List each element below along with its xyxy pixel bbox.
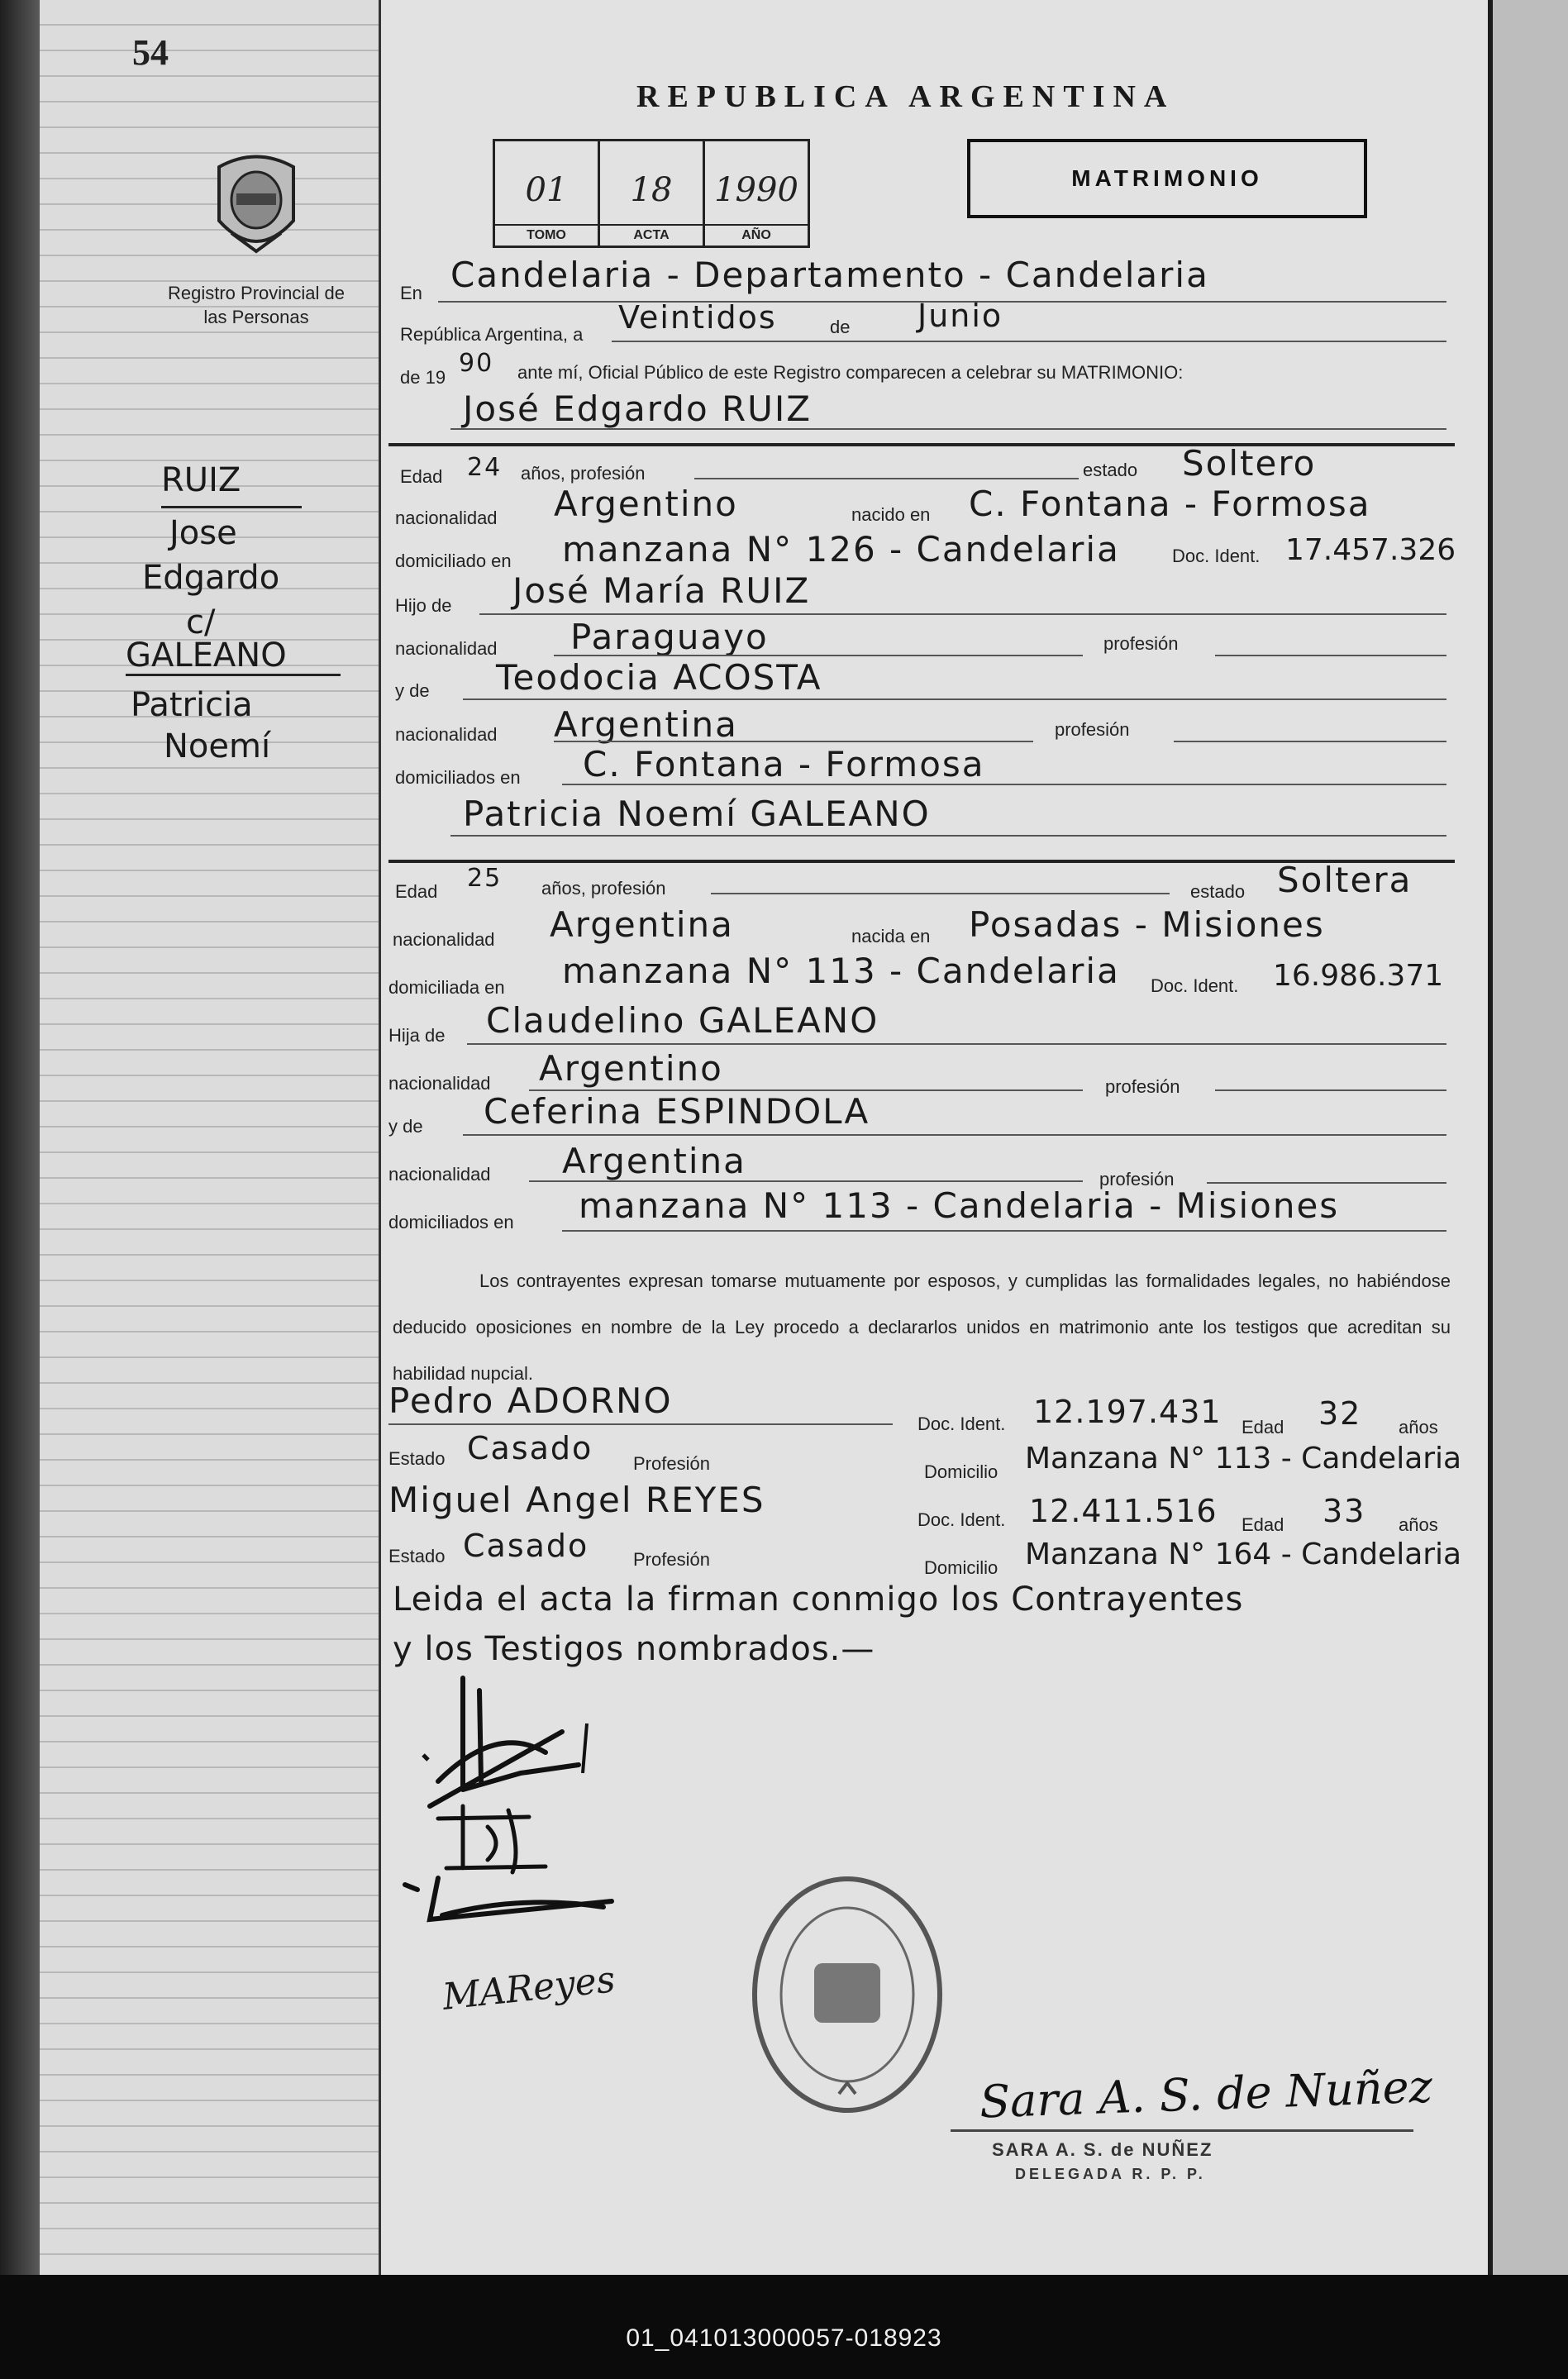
margin-underline-2 <box>126 674 341 676</box>
groom-document-number: 17.457.326 <box>1285 533 1456 567</box>
underline-groom-mother <box>463 698 1446 700</box>
bride-label-doc: Doc. Ident. <box>1151 975 1239 996</box>
underline-groom-father <box>479 613 1446 615</box>
official-stamp-icon <box>748 1872 946 2116</box>
bride-mother-nationality: Argentina <box>562 1141 746 1181</box>
bride-label-edad: Edad <box>395 881 438 902</box>
bride-parents-address: manzana N° 113 - Candelaria - Misiones <box>579 1185 1340 1226</box>
witness2-label-estado: Estado <box>388 1546 446 1566</box>
witness2-signature: MAReyes <box>440 1958 617 2019</box>
underline-bride-parents-address <box>562 1230 1446 1232</box>
witness1-age: 32 <box>1318 1395 1362 1432</box>
label-republica: República Argentina, a <box>400 324 584 345</box>
bride-father-label-nacionalidad: nacionalidad <box>388 1073 491 1094</box>
underline-groom-father-nationality <box>554 655 1083 656</box>
groom-parents-address: C. Fontana - Formosa <box>583 744 985 784</box>
ceremony-month: Junio <box>917 298 1003 334</box>
witness2-label-anos: años <box>1399 1514 1438 1535</box>
witness1-label-domicilio: Domicilio <box>924 1461 998 1482</box>
margin-underline-1 <box>161 506 302 508</box>
groom-label-yde: y de <box>395 680 430 701</box>
declaration-text: Los contrayentes expresan tomarse mutuamente por esposos, y cumplidas las formalidades legales, no habiéndose deducido oposiciones en nombre de la Ley procedo a declararlos unidos en matrimonio ante los testigos que acreditan su habilidad nupcial. <box>393 1271 1451 1384</box>
witness1-label-doc: Doc. Ident. <box>917 1414 1006 1434</box>
groom-label-nacionalidad: nacionalidad <box>395 508 498 528</box>
groom-civil-status: Soltero <box>1182 443 1317 484</box>
witness2-label-doc: Doc. Ident. <box>917 1509 1006 1530</box>
ceremony-place: Candelaria - Departamento - Candelaria <box>450 255 1209 295</box>
tomo-value: 01 <box>525 171 568 209</box>
ceremony-year-suffix: 90 <box>459 349 494 378</box>
groom-father-nationality: Paraguayo <box>570 617 769 657</box>
witness2-civil-status: Casado <box>463 1528 589 1564</box>
underline-groom-parents-address <box>562 784 1446 785</box>
witness1-signature-icon <box>397 1870 628 1936</box>
groom-label-nacido: nacido en <box>851 504 931 525</box>
witness2-label-profesion: Profesión <box>633 1549 710 1570</box>
acta-cell <box>600 141 705 246</box>
witness2-label-domicilio: Domicilio <box>924 1557 998 1578</box>
bride-label-nacionalidad: nacionalidad <box>393 929 495 950</box>
groom-father-label-nacionalidad: nacionalidad <box>395 638 498 659</box>
year-cell <box>705 141 808 246</box>
witness2-age: 33 <box>1323 1493 1366 1529</box>
margin-note-line6: Patricia <box>131 686 253 724</box>
label-de: de <box>830 317 851 337</box>
groom-label-domiciliado: domiciliado en <box>395 551 512 571</box>
bride-name: Patricia Noemí GALEANO <box>463 794 931 834</box>
label-ante: ante mí, Oficial Público de este Registro comparecen a celebrar su MATRIMONIO: <box>517 362 1184 383</box>
record-type-box: MATRIMONIO <box>967 139 1367 218</box>
groom-name: José Edgardo RUIZ <box>463 389 813 429</box>
witness2-name: Miguel Angel REYES <box>388 1480 765 1520</box>
underline-groom-mother-nationality <box>554 741 1033 742</box>
bride-mother-label-nacionalidad: nacionalidad <box>388 1164 491 1185</box>
groom-label-estado: estado <box>1083 460 1138 480</box>
label-de-year: de 19 <box>400 367 446 388</box>
groom-age: 24 <box>467 453 503 482</box>
groom-label-hijo: Hijo de <box>395 595 452 616</box>
underline-witness1-name <box>388 1423 893 1425</box>
groom-mother-label-nacionalidad: nacionalidad <box>395 724 498 745</box>
closing-line1: Leida el acta la firman conmigo los Contrayentes <box>393 1580 1244 1619</box>
ceremony-day: Veintidos <box>618 299 777 336</box>
underline-bride-father <box>467 1043 1446 1045</box>
underline-bride-mother <box>463 1134 1446 1136</box>
file-caption: 01_041013000057-018923 <box>626 2324 942 2352</box>
registry-name: Registro Provincial de las Personas <box>168 283 345 327</box>
tomo-acta-year-box <box>493 139 810 248</box>
bride-label-domiciliada: domiciliada en <box>388 977 505 998</box>
groom-label-anos-profesion: años, profesión <box>521 463 646 484</box>
underline-bride-father-profession <box>1215 1089 1446 1091</box>
margin-note-line2: Jose <box>169 514 237 552</box>
groom-label-domiciliados: domiciliados en <box>395 767 521 788</box>
groom-mother-nationality: Argentina <box>554 704 738 745</box>
acta-label: ACTA <box>600 224 703 246</box>
bride-mother-label-profesion: profesión <box>1099 1169 1175 1190</box>
margin-note-line5: GALEANO <box>126 636 287 675</box>
margin-note-line1: RUIZ <box>161 461 241 499</box>
closing-line2: y los Testigos nombrados.— <box>393 1630 875 1668</box>
book-binding-shadow <box>0 0 40 2275</box>
country-title: REPUBLICA ARGENTINA <box>636 79 1175 114</box>
underline-bride-profession <box>711 893 1170 894</box>
year-label: AÑO <box>705 224 808 246</box>
bride-birthplace: Posadas - Misiones <box>969 904 1325 945</box>
bride-label-yde: y de <box>388 1116 423 1137</box>
bride-label-nacida: nacida en <box>851 926 931 946</box>
underline-groom-profession <box>694 478 1079 479</box>
underline-groom-name <box>450 428 1446 430</box>
bride-label-estado: estado <box>1190 881 1246 902</box>
witness2-label-edad: Edad <box>1242 1514 1284 1535</box>
provincial-seal-icon <box>207 150 306 262</box>
officer-signature-line <box>951 2129 1413 2132</box>
witness1-name: Pedro ADORNO <box>388 1380 673 1421</box>
margin-column <box>40 0 379 2275</box>
groom-father-label-profesion: profesión <box>1103 633 1179 654</box>
witness2-address: Manzana N° 164 - Candelaria <box>1025 1538 1462 1571</box>
underline-groom-mother-profession <box>1174 741 1446 742</box>
tomo-cell <box>495 141 600 246</box>
officer-name: SARA A. S. de NUÑEZ <box>992 2139 1213 2160</box>
witness1-address: Manzana N° 113 - Candelaria <box>1025 1442 1462 1476</box>
officer-signature: Sara A. S. de Nuñez <box>979 2060 1433 2129</box>
bride-document-number: 16.986.371 <box>1273 959 1444 993</box>
bride-address: manzana N° 113 - Candelaria <box>562 951 1120 991</box>
groom-label-doc: Doc. Ident. <box>1172 546 1261 566</box>
witness1-label-profesion: Profesión <box>633 1453 710 1474</box>
groom-address: manzana N° 126 - Candelaria <box>562 529 1120 570</box>
bride-father-name: Claudelino GALEANO <box>486 1000 879 1041</box>
bride-label-anos-profesion: años, profesión <box>541 878 666 899</box>
groom-signature-icon <box>413 1674 603 1819</box>
underline-bride-mother-nationality <box>529 1180 1083 1182</box>
bride-father-nationality: Argentino <box>539 1048 723 1089</box>
label-en: En <box>400 283 422 303</box>
groom-father-name: José María RUIZ <box>512 570 811 611</box>
bride-label-hija: Hija de <box>388 1025 446 1046</box>
margin-note-line3: Edgardo <box>142 559 280 597</box>
groom-nationality: Argentino <box>554 484 738 524</box>
groom-mother-name: Teodocia ACOSTA <box>496 657 822 698</box>
groom-label-edad: Edad <box>400 466 443 487</box>
underline-groom-father-profession <box>1215 655 1446 656</box>
next-page-edge <box>1488 0 1568 2275</box>
witness1-label-edad: Edad <box>1242 1417 1284 1437</box>
tomo-label: TOMO <box>495 224 598 246</box>
witness1-label-estado: Estado <box>388 1448 446 1469</box>
officer-title: DELEGADA R. P. P. <box>1015 2166 1206 2182</box>
underline-bride-mother-profession <box>1207 1182 1446 1184</box>
bride-mother-name: Ceferina ESPINDOLA <box>484 1091 870 1132</box>
bride-age: 25 <box>467 864 503 893</box>
page-number: 54 <box>132 32 169 73</box>
bride-signature-icon <box>430 1802 562 1876</box>
bride-label-domiciliados: domiciliados en <box>388 1212 514 1232</box>
underline-bride-name <box>450 835 1446 837</box>
bride-civil-status: Soltera <box>1277 860 1413 900</box>
groom-mother-label-profesion: profesión <box>1055 719 1130 740</box>
witness1-civil-status: Casado <box>467 1430 593 1466</box>
margin-note-line7: Noemí <box>164 727 271 765</box>
witness1-label-anos: años <box>1399 1417 1438 1437</box>
margin-note-line4: c/ <box>186 603 216 641</box>
acta-value: 18 <box>630 171 673 209</box>
bride-father-label-profesion: profesión <box>1105 1076 1180 1097</box>
underline-date <box>612 341 1446 342</box>
year-value: 1990 <box>714 171 798 209</box>
groom-birthplace: C. Fontana - Formosa <box>969 484 1371 524</box>
witness1-document-number: 12.197.431 <box>1033 1394 1222 1430</box>
witness2-document-number: 12.411.516 <box>1029 1493 1218 1529</box>
bride-nationality: Argentina <box>550 904 734 945</box>
